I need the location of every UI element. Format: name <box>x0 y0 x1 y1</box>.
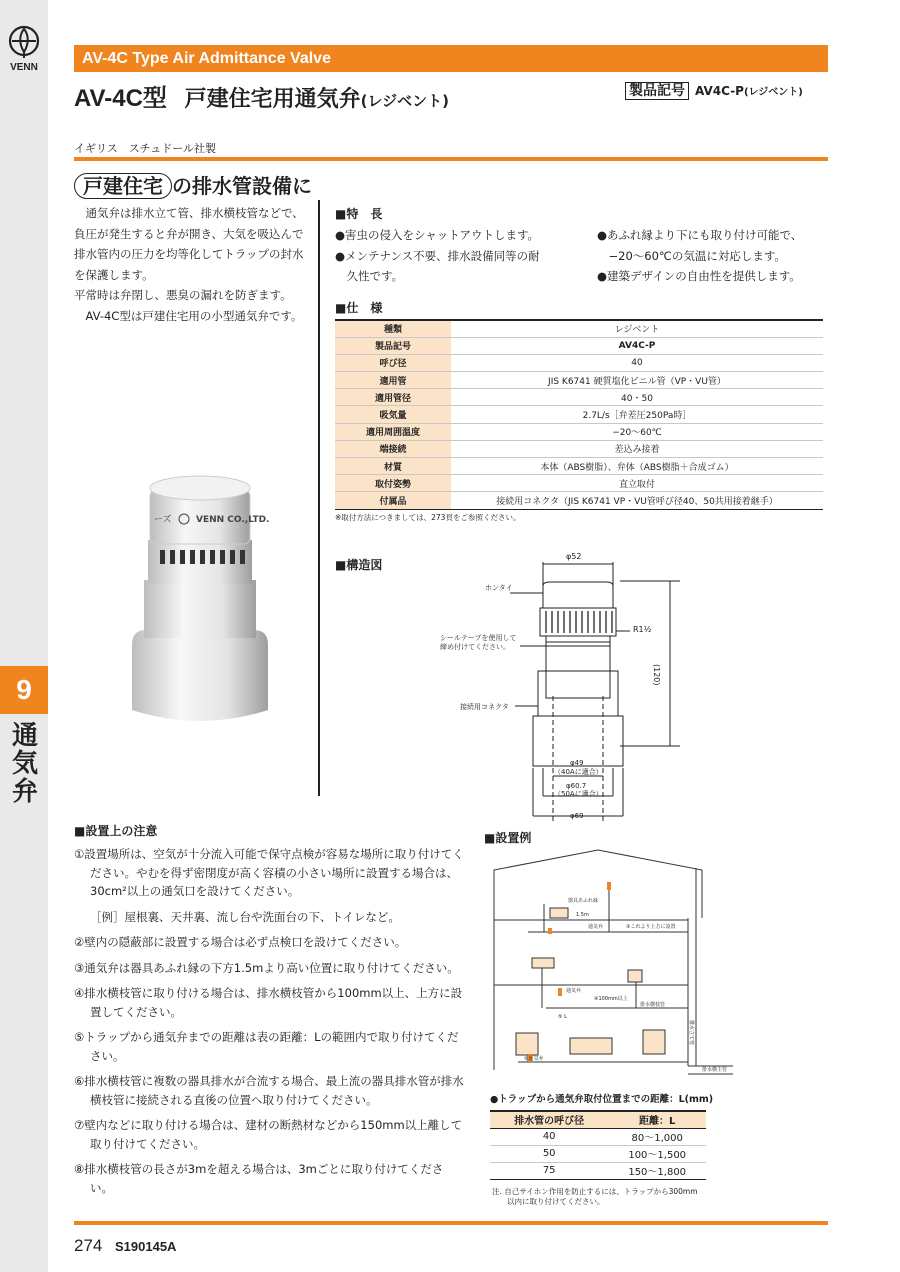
spec-value: JIS K6741 硬質塩化ビニル管（VP・VU管） <box>451 372 823 389</box>
spec-value: 2.7L/s［弁差圧250Pa時］ <box>451 406 823 423</box>
spec-key: 呼び径 <box>335 354 451 371</box>
label-branch: 排水横枝管 <box>640 1002 666 1008</box>
distance-header-row <box>490 1111 706 1128</box>
spec-key: 適用周囲温度 <box>335 423 451 440</box>
label-valve-bottom: ⑤通気弁 <box>524 1056 544 1062</box>
spec-key: 製品記号 <box>335 337 451 354</box>
spec-row <box>335 354 823 371</box>
distance-cell: 150〜1,800 <box>608 1162 706 1179</box>
spec-row <box>335 458 823 475</box>
page-title: AV-4C型 戸建住宅用通気弁(レジベント) <box>74 85 449 112</box>
install-example-heading: ■設置例 <box>484 831 532 845</box>
note-item: ⑤トラップから通気弁までの距離は表の距離：Lの範囲内で取り付けてください。 <box>74 1030 459 1063</box>
chapter-number: 9 <box>0 666 48 714</box>
spec-row <box>335 337 823 354</box>
spec-value: レジベント <box>451 320 823 337</box>
intro-text: 通気弁は排水立て管、排水横枝管などで、負圧が発生すると弁が開き、大気を吸込んで排水管内の圧力を均等化してトラップの封水を保護します。 平常時は弁閉し、悪臭の漏れを防ぎます。 AV-4C型は戸建住宅用の小型通気弁です。 <box>74 206 304 323</box>
distance-cell: 100〜1,500 <box>608 1145 706 1162</box>
dim-607: φ60.7 <box>566 782 587 790</box>
install-example-diagram <box>488 848 738 1082</box>
spec-value: 接続用コネクタ（JIS K6741 VP・VU管呼び径40、50共用接着継手） <box>451 492 823 509</box>
product-code-label: 製品記号 <box>625 82 689 100</box>
venn-logo-icon <box>6 22 42 64</box>
label-valve: 通気弁 <box>588 924 604 930</box>
spec-row <box>335 406 823 423</box>
distance-cell: 50 <box>490 1145 608 1162</box>
distance-cell: 75 <box>490 1162 608 1179</box>
distance-row <box>490 1145 706 1162</box>
page-number: 274 <box>74 1236 103 1255</box>
note-item: ④排水横枝管に取り付ける場合は、排水横枝管から100mm以上、上方に設置してください。 <box>74 986 463 1019</box>
english-title-bar: AV-4C Type Air Admittance Valve <box>74 45 828 72</box>
spec-key: 種類 <box>335 320 451 337</box>
spec-row <box>335 389 823 406</box>
note-item: ⑥排水横枝管に複数の器具排水が合流する場合、最上流の器具排水管が排水横枝管に接続される直後の位置へ取り付けてください。 <box>74 1074 464 1107</box>
column-divider <box>318 200 320 796</box>
footer-divider <box>74 1221 828 1225</box>
spec-row <box>335 372 823 389</box>
spec-key: 付属品 <box>335 492 451 509</box>
structure-heading: ■構造図 <box>335 558 383 572</box>
features-heading: ■特 長 <box>335 207 383 221</box>
label-valve-mid: 通気弁 <box>566 988 582 994</box>
label-horizontal: 排水横主管 <box>702 1067 728 1073</box>
spec-row <box>335 440 823 457</box>
features-left: ●害虫の侵入をシャットアウトします。 ●メンテナンス不要、排水設備同等の耐 久性です。 <box>335 228 540 283</box>
spec-row <box>335 492 823 509</box>
note-item: ②壁内の隠蔽部に設置する場合は必ず点検口を設けてください。 <box>74 935 407 949</box>
dim-top: φ52 <box>566 552 582 561</box>
manufacturer: イギリス スチュドール社製 <box>74 142 217 155</box>
note-item: ⑧排水横枝管の長さが3mを超える場合は、3mごとに取り付けてください。 <box>74 1162 444 1195</box>
spec-value: 40・50 <box>451 389 823 406</box>
install-notes <box>74 845 464 1204</box>
spec-value: 本体（ABS樹脂）、弁体（ABS樹脂＋合成ゴム） <box>451 458 823 475</box>
spec-key: 適用管 <box>335 372 451 389</box>
distance-note: 注. 自己サイホン作用を防止するには、トラップから300mm 以内に取り付けてください。 <box>492 1187 698 1206</box>
spec-key: 適用管径 <box>335 389 451 406</box>
product-photo <box>130 470 270 734</box>
spec-key: 材質 <box>335 458 451 475</box>
distance-header: 排水管の呼び径 <box>490 1111 608 1128</box>
spec-value: AV4C-P <box>451 337 823 354</box>
spec-row <box>335 320 823 337</box>
note-item: ⑦壁内などに取り付ける場合は、建材の断熱材などから150mm以上離して取り付けてください。 <box>74 1118 463 1151</box>
spec-value: 40 <box>451 354 823 371</box>
spec-value: −20〜60℃ <box>451 423 823 440</box>
document-number: S190145A <box>115 1239 177 1254</box>
label-tape-1: シールテープを使用して <box>440 634 517 642</box>
distance-row <box>490 1128 706 1145</box>
sub-heading: 戸建住宅 の排水管設備に <box>74 170 312 199</box>
distance-cell: 80〜1,000 <box>608 1128 706 1145</box>
spec-key: 端接続 <box>335 440 451 457</box>
product-code: 製品記号 AV4C-P(レジベント) <box>625 80 803 100</box>
label-100mm: ④100mm以上 <box>594 996 628 1002</box>
spec-value: 直立取付 <box>451 475 823 492</box>
dim-607-sub: （50Aに適合） <box>554 790 603 798</box>
spec-row <box>335 423 823 440</box>
photo-label-partial: ーズ <box>154 515 172 525</box>
note-example: ［例］屋根裏、天井裏、流し台や洗面台の下、トイレなど。 <box>90 909 400 924</box>
distance-row <box>490 1162 706 1179</box>
label-stack: 排水立て管 <box>688 1020 694 1046</box>
dim-49: φ49 <box>570 759 584 767</box>
distance-table <box>490 1110 706 1180</box>
structure-diagram <box>430 546 690 830</box>
chapter-label: 通 気 弁 <box>11 721 38 807</box>
dim-69: φ69 <box>570 812 584 820</box>
dim-49-sub: （40Aに適合） <box>554 768 603 776</box>
spec-row <box>335 475 823 492</box>
label-body: ホンタイ <box>485 584 513 592</box>
label-below: ③これより上方に設置 <box>626 924 676 930</box>
spec-heading: ■仕 様 <box>335 301 383 315</box>
note-item: ①設置場所は、空気が十分流入可能で保守点検が容易な場所に取り付けてください。やむを得ず密閉度が高く容積の小さい場所に設置する場合は、30cm²以上の通気口を設けてください。 <box>74 847 464 898</box>
label-L: ⑤ L <box>558 1014 567 1020</box>
divider <box>74 157 828 161</box>
label-height: (120) <box>652 664 661 686</box>
spec-key: 取付姿勢 <box>335 475 451 492</box>
sidebar <box>0 0 48 1272</box>
spec-value: 差込み接着 <box>451 440 823 457</box>
features-right: ●あふれ縁より下にも取り付け可能で、 −20〜60℃の気温に対応します。 ●建築デザインの自由性を提供します。 <box>597 228 803 283</box>
photo-label: VENN CO.,LTD. <box>196 515 270 525</box>
spec-note: ※取付方法につきましては、273頁をご参照ください。 <box>335 513 521 522</box>
label-tape-2: 締め付けてください。 <box>440 643 510 651</box>
label-connector: 接続用コネクタ <box>460 703 509 711</box>
logo-text: VENN <box>10 62 38 73</box>
label-thread: R1½ <box>633 625 652 634</box>
note-item: ③通気弁は器具あふれ縁の下方1.5mより高い位置に取り付けてください。 <box>74 960 459 975</box>
spec-key: 吸気量 <box>335 406 451 423</box>
spec-table <box>335 319 823 510</box>
install-notes-heading: ■設置上の注意 <box>74 824 158 838</box>
distance-header: 距離：L <box>608 1111 706 1128</box>
label-overflow: 器具あふれ縁 <box>568 898 599 904</box>
label-15m: 1.5m <box>576 912 589 918</box>
distance-caption: ●トラップから通気弁取付位置までの距離：L(mm) <box>490 1094 714 1105</box>
distance-cell: 40 <box>490 1128 608 1145</box>
